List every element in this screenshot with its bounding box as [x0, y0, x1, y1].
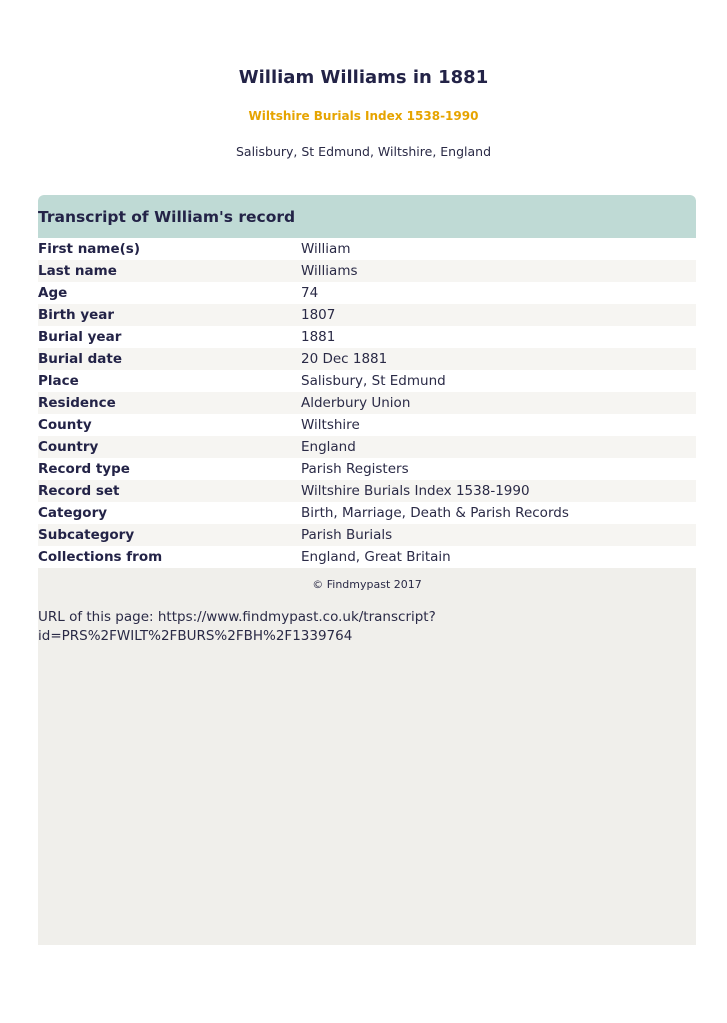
field-value: England	[301, 436, 696, 458]
field-label: Subcategory	[38, 524, 301, 546]
table-row	[38, 480, 696, 502]
field-label: Collections from	[38, 546, 301, 568]
field-value: Wiltshire	[301, 414, 696, 436]
table-row	[38, 392, 696, 414]
table-row	[38, 524, 696, 546]
field-label: Birth year	[38, 304, 301, 326]
table-row	[38, 304, 696, 326]
field-label: Burial date	[38, 348, 301, 370]
record-location: Salisbury, St Edmund, Wiltshire, England	[235, 144, 492, 159]
field-label: Residence	[38, 392, 301, 414]
field-value: 20 Dec 1881	[301, 348, 696, 370]
transcript-panel	[38, 195, 696, 945]
table-row	[38, 414, 696, 436]
field-label: Record type	[38, 458, 301, 480]
copyright-notice: © Findmypast 2017	[312, 578, 422, 591]
field-label: Category	[38, 502, 301, 524]
record-set-subtitle: Wiltshire Burials Index 1538-1990	[248, 109, 479, 123]
field-value: Birth, Marriage, Death & Parish Records	[301, 502, 696, 524]
field-label: Last name	[38, 260, 301, 282]
transcript-panel-header	[38, 195, 696, 238]
table-row	[38, 502, 696, 524]
table-row	[38, 260, 696, 282]
field-value: Salisbury, St Edmund	[301, 370, 696, 392]
field-label: Age	[38, 282, 301, 304]
table-row	[38, 282, 696, 304]
field-label: Record set	[38, 480, 301, 502]
page-url	[38, 608, 508, 646]
field-label: First name(s)	[38, 238, 301, 260]
field-value: 1881	[301, 326, 696, 348]
table-row	[38, 326, 696, 348]
field-label: Place	[38, 370, 301, 392]
table-row	[38, 458, 696, 480]
table-row	[38, 546, 696, 568]
page-url-line-1: URL of this page: https://www.findmypast.co.uk/transcript?	[38, 609, 436, 625]
table-row	[38, 370, 696, 392]
transcript-panel-title: Transcript of William's record	[38, 208, 296, 226]
field-value: Parish Registers	[301, 458, 696, 480]
table-row	[38, 436, 696, 458]
table-row	[38, 238, 696, 260]
field-label: Country	[38, 436, 301, 458]
page-url-line-2: id=PRS%2FWILT%2FBURS%2FBH%2F1339764	[38, 628, 353, 644]
field-value: England, Great Britain	[301, 546, 696, 568]
field-value: William	[301, 238, 696, 260]
field-label: County	[38, 414, 301, 436]
field-value: Alderbury Union	[301, 392, 696, 414]
field-value: Williams	[301, 260, 696, 282]
field-value: 74	[301, 282, 696, 304]
page-title: William Williams in 1881	[238, 67, 489, 88]
field-label: Burial year	[38, 326, 301, 348]
field-value: 1807	[301, 304, 696, 326]
table-row	[38, 348, 696, 370]
field-value: Wiltshire Burials Index 1538-1990	[301, 480, 696, 502]
field-value: Parish Burials	[301, 524, 696, 546]
record-table	[38, 238, 696, 568]
